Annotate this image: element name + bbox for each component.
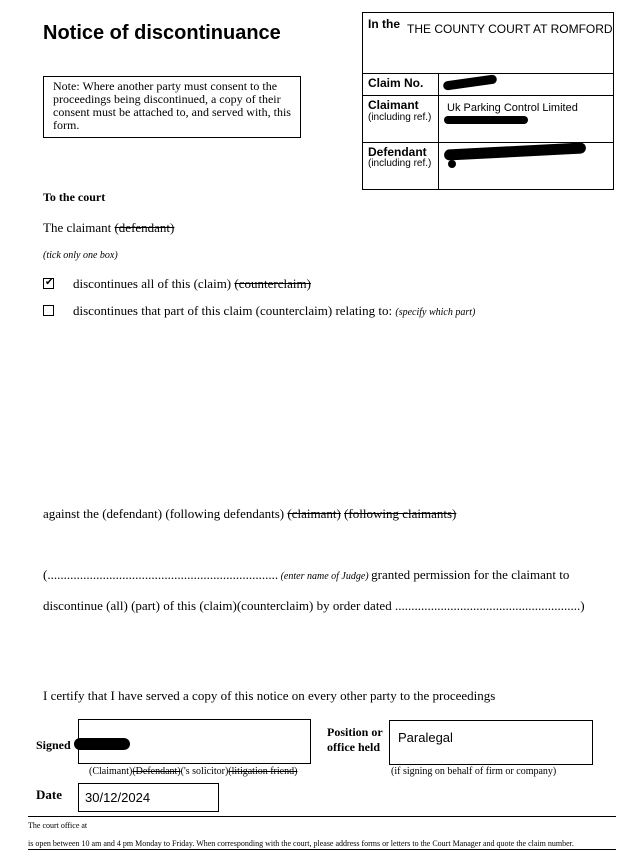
defendant-ref-label: (including ref.)	[368, 158, 432, 169]
court-office-label: The court office at	[28, 821, 88, 830]
claimant-line-text: The claimant	[43, 220, 115, 235]
position-hint: (if signing on behalf of firm or company)	[391, 766, 557, 777]
option-all-text: discontinues all of this (claim)	[73, 276, 235, 291]
claimant-value: Uk Parking Control Limited	[447, 102, 578, 114]
following-claimants-struck: (following claimants)	[344, 506, 457, 521]
against-line	[43, 506, 456, 522]
footer-top-rule	[28, 816, 616, 817]
position-value: Paralegal	[398, 730, 453, 745]
role-litigation-friend-struck: (litigation friend)	[228, 766, 298, 777]
date-field[interactable]	[78, 783, 219, 812]
tick-hint: (tick only one box)	[43, 250, 118, 261]
court-name: THE COUNTY COURT AT ROMFORD	[407, 22, 613, 36]
defendant-label: Defendant	[368, 145, 427, 159]
to-the-court-heading: To the court	[43, 190, 106, 204]
discontinue-order-line: discontinue (all) (part) of this (claim)(counterclaim) by order dated .........................................................)	[43, 598, 585, 613]
claimant-ref-redaction	[444, 116, 528, 124]
defendant-ref-redaction	[448, 160, 456, 168]
role-defendant-struck: (Defendant)	[132, 766, 181, 777]
option-part-label	[73, 303, 475, 319]
certify-statement: I certify that I have served a copy of this notice on every other party to the proceedings	[43, 688, 496, 703]
claimant-label: Claimant	[368, 98, 419, 112]
position-label-line1: Position or	[327, 725, 383, 739]
claimant-ref-label: (including ref.)	[368, 112, 432, 123]
claimant-line	[43, 220, 174, 236]
role-solicitor: ('s solicitor)	[180, 766, 229, 777]
court-header-box	[362, 12, 614, 190]
date-label: Date	[36, 787, 62, 802]
judge-permission-line	[43, 567, 569, 583]
judge-dots: (.......................................................................	[43, 567, 279, 582]
position-field[interactable]	[389, 720, 593, 765]
page-title: Notice of discontinuance	[43, 22, 281, 44]
date-value: 30/12/2024	[85, 790, 151, 805]
check-mark-icon: ✔	[45, 277, 54, 288]
claimant-struck: (claimant)	[287, 506, 341, 521]
signer-role-options	[89, 766, 297, 777]
option-part-hint: (specify which part)	[395, 307, 476, 318]
consent-note: Note: Where another party must consent to the proceedings being discontinued, a copy of their consent must be attached to, and served with, this form.	[43, 76, 301, 138]
claim-no-label: Claim No.	[368, 76, 424, 90]
option-part-text: discontinues that part of this claim (counterclaim) relating to:	[73, 303, 396, 318]
signature-redaction	[74, 738, 130, 750]
role-claimant: (Claimant)	[89, 766, 133, 777]
in-the-label: In the	[368, 17, 400, 31]
position-label	[327, 725, 383, 755]
court-row	[363, 13, 613, 74]
signed-label: Signed	[36, 738, 71, 752]
discontinue-all-checkbox[interactable]	[43, 278, 54, 289]
option-all-label	[73, 276, 311, 292]
against-text: against the (defendant) (following defendants)	[43, 506, 288, 521]
discontinue-part-checkbox[interactable]	[43, 305, 54, 316]
judge-hint: (enter name of Judge)	[278, 571, 372, 582]
defendant-struck: (defendant)	[114, 220, 175, 235]
office-hours-text: is open between 10 am and 4 pm Monday to Friday. When corresponding with the court, please address forms or letters to the Court Manager and quote the claim number.	[28, 839, 574, 848]
position-label-line2: office held	[327, 740, 380, 754]
counterclaim-struck: (counterclaim)	[234, 276, 311, 291]
judge-permission-text: granted permission for the claimant to	[371, 567, 570, 582]
footer-bottom-rule	[28, 849, 616, 850]
